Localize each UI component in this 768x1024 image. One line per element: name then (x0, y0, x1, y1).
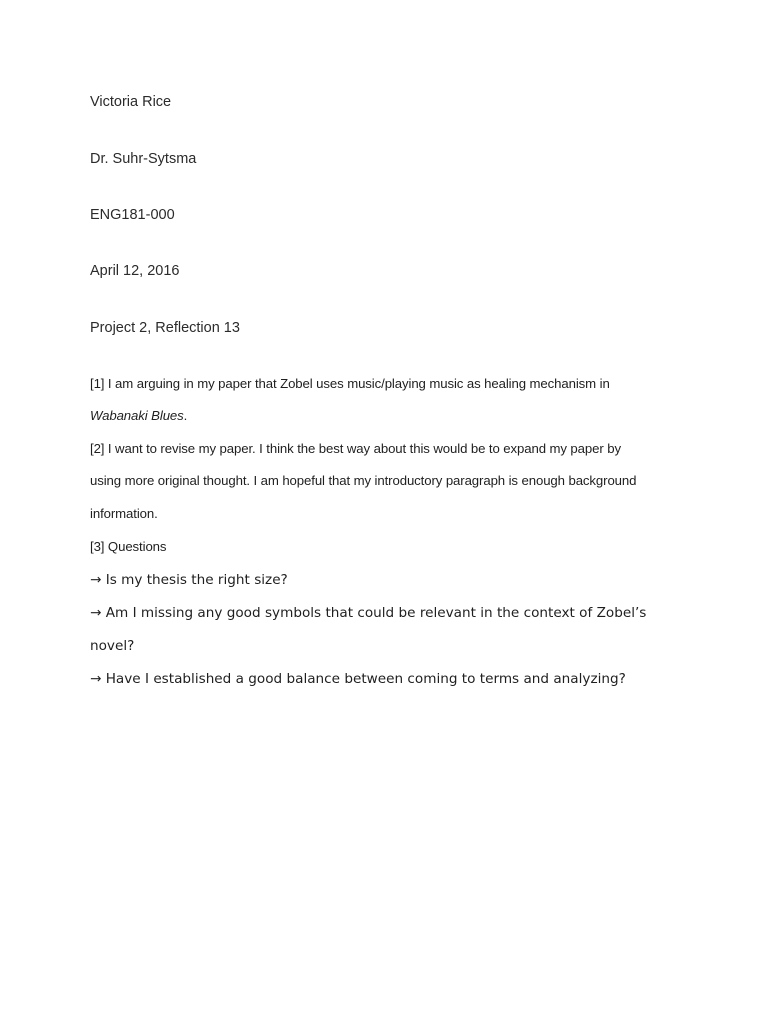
student-name: Victoria Rice (90, 94, 172, 110)
paragraph-2-line-3: information. (90, 506, 158, 521)
book-title: Wabanaki Blues (90, 408, 184, 423)
question-1: → Is my thesis the right size? (90, 572, 288, 588)
question-2-line-1: → Am I missing any good symbols that could be relevant in the context of Zobel’s (90, 605, 647, 621)
question-3: → Have I established a good balance between coming to terms and analyzing? (90, 671, 626, 687)
document-title: Project 2, Reflection 13 (90, 320, 240, 336)
paragraph-2-line-1: [2] I want to revise my paper. I think the best way about this would be to expand my paper by (90, 441, 621, 456)
questions-label: [3] Questions (90, 539, 167, 554)
document-date: April 12, 2016 (90, 263, 180, 279)
instructor-name: Dr. Suhr-Sytsma (90, 151, 197, 167)
paragraph-2-line-2: using more original thought. I am hopeful that my introductory paragraph is enough background (90, 473, 637, 488)
paragraph-1-line-2 (90, 407, 187, 425)
question-2-line-2: novel? (90, 638, 135, 654)
paragraph-1-period: . (183, 408, 188, 423)
course-code: ENG181-000 (90, 207, 175, 223)
paragraph-1-line-1: [1] I am arguing in my paper that Zobel uses music/playing music as healing mechanism in (90, 376, 610, 391)
